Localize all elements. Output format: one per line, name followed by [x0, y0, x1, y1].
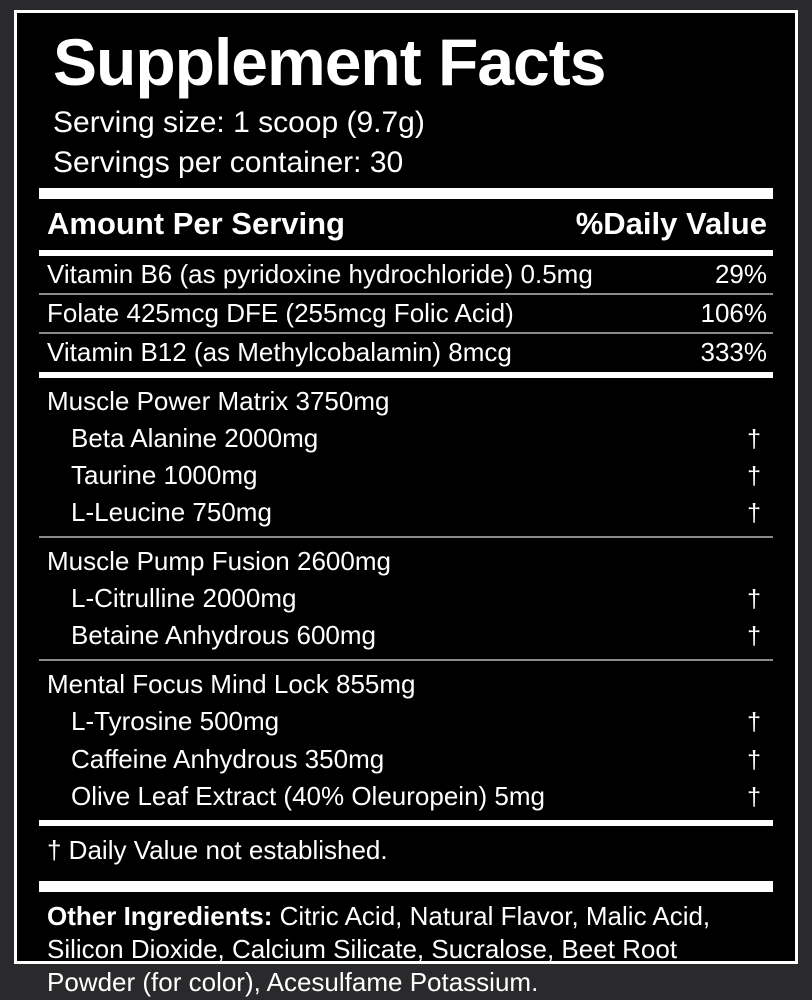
- blend-item-row: [39, 703, 773, 740]
- ingredient-dv: †: [747, 585, 761, 614]
- ingredient-dv: †: [747, 498, 761, 527]
- table-row: [39, 295, 773, 332]
- blend-item-row: [39, 457, 773, 494]
- blend-heading-row: [39, 378, 773, 420]
- blend-item-row: [39, 420, 773, 457]
- divider-thick-top: [39, 188, 773, 199]
- blend-name: Muscle Pump Fusion 2600mg: [47, 545, 391, 576]
- other-ingredients-label: Other Ingredients:: [47, 900, 273, 931]
- serving-size: Serving size: 1 scoop (9.7g): [53, 106, 425, 139]
- servings-per-container: Servings per container: 30: [53, 145, 404, 179]
- ingredient-name: Betaine Anhydrous 600mg: [71, 620, 376, 651]
- blend-item-row: [39, 494, 773, 536]
- table-header: [39, 199, 773, 250]
- blend-name: Mental Focus Mind Lock 855mg: [47, 669, 416, 700]
- blend-item-row: [39, 580, 773, 617]
- ingredient-name: L-Tyrosine 500mg: [71, 706, 280, 737]
- blend-item-row: [39, 741, 773, 778]
- supplement-facts-panel: [14, 10, 798, 998]
- divider-thick-bottom: [39, 881, 773, 892]
- ingredient-dv: †: [747, 622, 761, 651]
- header-daily-value: %Daily Value: [575, 206, 767, 242]
- table-row: [39, 334, 773, 371]
- serving-info: [53, 103, 773, 182]
- other-ingredients: [39, 892, 773, 1000]
- blend-heading-row: [39, 661, 773, 703]
- table-row: [39, 256, 773, 293]
- ingredient-name: Olive Leaf Extract (40% Oleuropein) 5mg: [71, 780, 545, 811]
- ingredient-name: L-Leucine 750mg: [71, 496, 272, 527]
- ingredient-name: L-Citrulline 2000mg: [71, 583, 297, 614]
- ingredient-dv: †: [747, 745, 761, 774]
- header-amount-per-serving: Amount Per Serving: [47, 206, 345, 242]
- ingredient-dv: †: [747, 782, 761, 811]
- nutrient-dv: 106%: [700, 298, 767, 329]
- ingredient-dv: †: [747, 424, 761, 453]
- other-ingredients-text: Citric Acid, Natural Flavor, Malic Acid, Silicon Dioxide, Calcium Silicate, Sucralose, Beet Root Powder (for color), Acesulfame Potassium.: [47, 900, 711, 998]
- nutrient-name: Vitamin B12 (as Methylcobalamin) 8mcg: [47, 337, 512, 368]
- nutrient-name: Vitamin B6 (as pyridoxine hydrochloride) 0.5mg: [47, 259, 593, 290]
- blend-name: Muscle Power Matrix 3750mg: [47, 385, 390, 416]
- ingredient-name: Beta Alanine 2000mg: [71, 422, 319, 453]
- ingredient-name: Caffeine Anhydrous 350mg: [71, 743, 385, 774]
- ingredient-name: Taurine 1000mg: [71, 459, 258, 490]
- nutrient-dv: 29%: [714, 259, 767, 290]
- ingredient-dv: †: [747, 461, 761, 490]
- blend-item-row: [39, 778, 773, 820]
- daily-value-footnote: † Daily Value not established.: [47, 834, 388, 865]
- page-title: Supplement Facts: [53, 25, 606, 99]
- nutrient-name: Folate 425mcg DFE (255mcg Folic Acid): [47, 298, 514, 329]
- nutrient-dv: 333%: [700, 337, 767, 368]
- ingredient-dv: †: [747, 708, 761, 737]
- blend-item-row: [39, 617, 773, 659]
- blend-heading-row: [39, 538, 773, 580]
